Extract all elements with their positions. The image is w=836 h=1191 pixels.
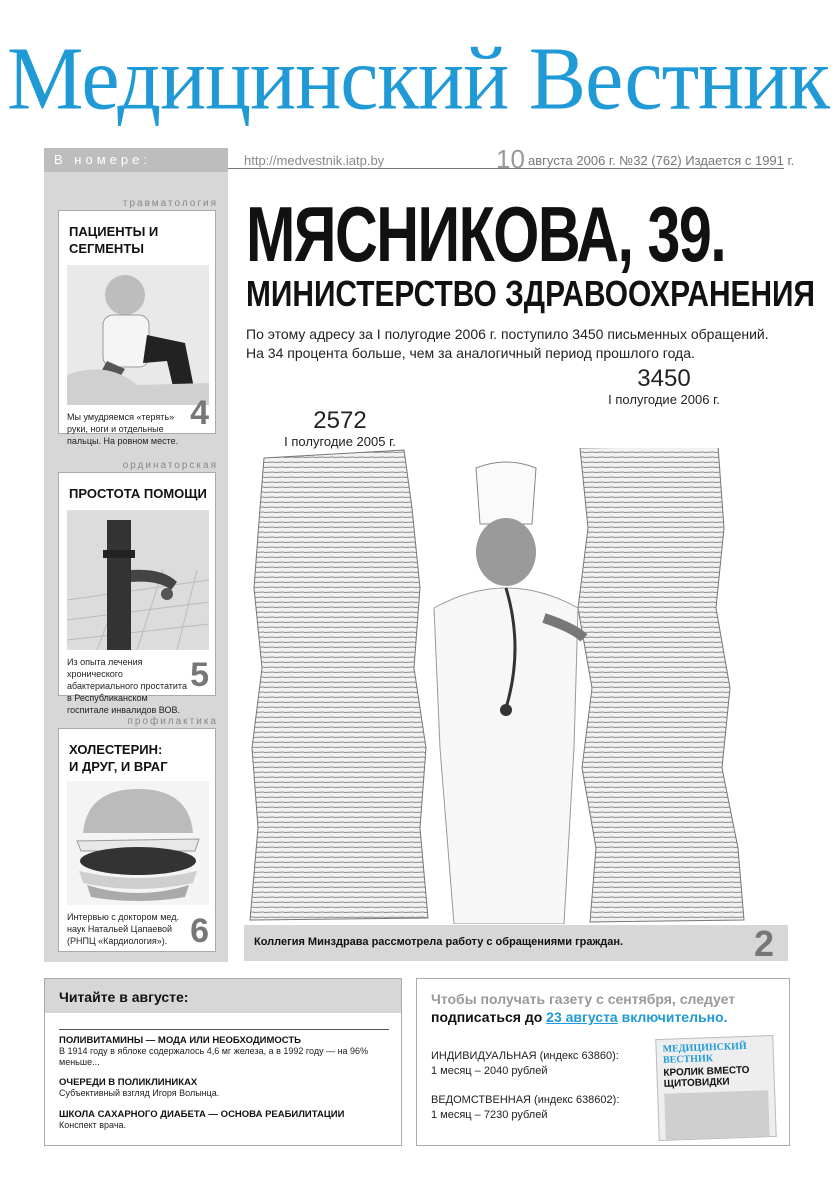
rubric-prevention: профилактика (127, 716, 218, 727)
masthead-logo: Медицинский Вестник (7, 27, 829, 129)
august-item-1[interactable] (59, 1035, 389, 1068)
august-item-1-text: В 1914 году в яблоке содержалось 4,6 мг железа, а в 1992 году — на 96% меньше... (59, 1046, 369, 1067)
lead-paragraph (246, 325, 786, 363)
main-headline[interactable]: МЯСНИКОВА, 39. (246, 190, 726, 278)
organization-label: ВЕДОМСТВЕННАЯ (индекс 638602): (431, 1094, 620, 1106)
subscription-line-1: Чтобы получать газету с сентября, следует (431, 991, 736, 1007)
stack-2006 (578, 448, 744, 922)
teaser-text-1: Мы умудряемся «терять» руки, ноги и отдельные пальцы. На ровном месте. (67, 412, 179, 446)
stat-2006-value: 3450 (637, 365, 691, 392)
photo-caption: Коллегия Минздрава рассмотрела работу с обращениями граждан. (254, 936, 624, 948)
individual-label: ИНДИВИДУАЛЬНАЯ (индекс 63860): (431, 1050, 619, 1062)
subscription-line-2 (431, 1009, 727, 1025)
august-item-1-title: ПОЛИВИТАМИНЫ — МОДА ИЛИ НЕОБХОДИМОСТЬ (59, 1035, 302, 1046)
august-item-3-text: Конспект врача. (59, 1120, 127, 1130)
in-issue-label: В номере: (54, 152, 151, 167)
rubric-traumatology: травматология (122, 198, 218, 209)
teaser-page-1[interactable]: 4 (190, 394, 209, 432)
main-photo (244, 448, 788, 924)
subscription-deadline: 23 августа (546, 1009, 618, 1025)
burger-photo-illustration (67, 781, 209, 905)
stat-2005-value: 2572 (313, 407, 367, 434)
read-in-august-box (44, 978, 402, 1146)
stat-2005 (260, 408, 420, 449)
august-item-2[interactable] (59, 1077, 389, 1099)
teaser-card-3[interactable] (58, 728, 216, 952)
pump-photo (67, 510, 209, 650)
subscription-line-2c: включительно. (617, 1009, 728, 1025)
teaser-card-1[interactable] (58, 210, 216, 446)
thumbnail-photo (664, 1090, 770, 1140)
august-item-3-title: ШКОЛА САХАРНОГО ДИАБЕТА — ОСНОВА РЕАБИЛИТАЦИИ (59, 1109, 345, 1120)
burger-photo (67, 781, 209, 905)
teaser-card-2[interactable] (58, 472, 216, 715)
issue-day: 10 (496, 144, 525, 174)
lead-line-1: По этому адресу за I полугодие 2006 г. поступило 3450 письменных обращений. (246, 326, 769, 342)
rubric-residency: ординаторская (122, 460, 218, 471)
read-in-august-title: Читайте в августе: (59, 989, 189, 1005)
child-photo (67, 265, 209, 405)
main-subheadline: МИНИСТЕРСТВО ЗДРАВООХРАНЕНИЯ (246, 273, 816, 314)
stat-2006-label: I полугодие 2006 г. (608, 392, 720, 407)
thumbnail-logo: МЕДИЦИНСКИЙ ВЕСТНИК (662, 1040, 747, 1066)
in-issue-bar (44, 148, 228, 172)
read-in-august-header (45, 979, 401, 1013)
teaser-title-2: ПРОСТОТА ПОМОЩИ (69, 486, 207, 501)
stat-2005-label: I полугодие 2005 г. (284, 434, 396, 449)
teaser-page-3[interactable]: 6 (190, 912, 209, 950)
teaser-title-3: ХОЛЕСТЕРИН: И ДРУГ, И ВРАГ (69, 742, 168, 774)
stat-2006 (584, 366, 744, 407)
teaser-text-3: Интервью с доктором мед. наук Натальей Цапаевой (РНПЦ «Кардиология»). (67, 912, 179, 946)
individual-subscription (431, 1049, 619, 1079)
caption-page[interactable]: 2 (753, 923, 774, 964)
thumbnail-headline: КРОЛИК ВМЕСТО ЩИТОВИДКИ (663, 1064, 750, 1090)
sidebar (44, 172, 228, 962)
organization-price: 1 месяц – 7230 рублей (431, 1109, 548, 1121)
subscription-box (416, 978, 790, 1146)
teaser-text-2: Из опыта лечения хронического абактериального простатита в Республиканском госпитале инвалидов ВОВ. (67, 657, 187, 715)
doctor-figure (434, 462, 584, 924)
august-item-2-title: ОЧЕРЕДИ В ПОЛИКЛИНИКАХ (59, 1077, 198, 1088)
pump-photo-illustration (67, 510, 209, 650)
stack-2005 (250, 450, 428, 920)
teaser-title-1: ПАЦИЕНТЫ И СЕГМЕНТЫ (69, 224, 159, 256)
child-photo-illustration (67, 265, 209, 405)
august-item-2-text: Субъективный взгляд Игоря Волынца. (59, 1088, 220, 1098)
august-item-3[interactable] (59, 1109, 389, 1131)
organization-subscription (431, 1093, 619, 1123)
issue-info: августа 2006 г. №32 (762) Издается с 1991 г. (528, 153, 795, 168)
individual-price: 1 месяц – 2040 рублей (431, 1065, 548, 1077)
newspaper-thumbnail (655, 1035, 776, 1141)
august-rule (59, 1029, 389, 1030)
site-url[interactable]: http://medvestnik.iatp.by (244, 153, 385, 168)
subscription-line-2a: подписаться до (431, 1009, 547, 1025)
teaser-page-2[interactable]: 5 (190, 656, 209, 694)
photo-caption-bar (244, 923, 788, 964)
lead-line-2: На 34 процента больше, чем за аналогичный период прошлого года. (246, 345, 695, 361)
